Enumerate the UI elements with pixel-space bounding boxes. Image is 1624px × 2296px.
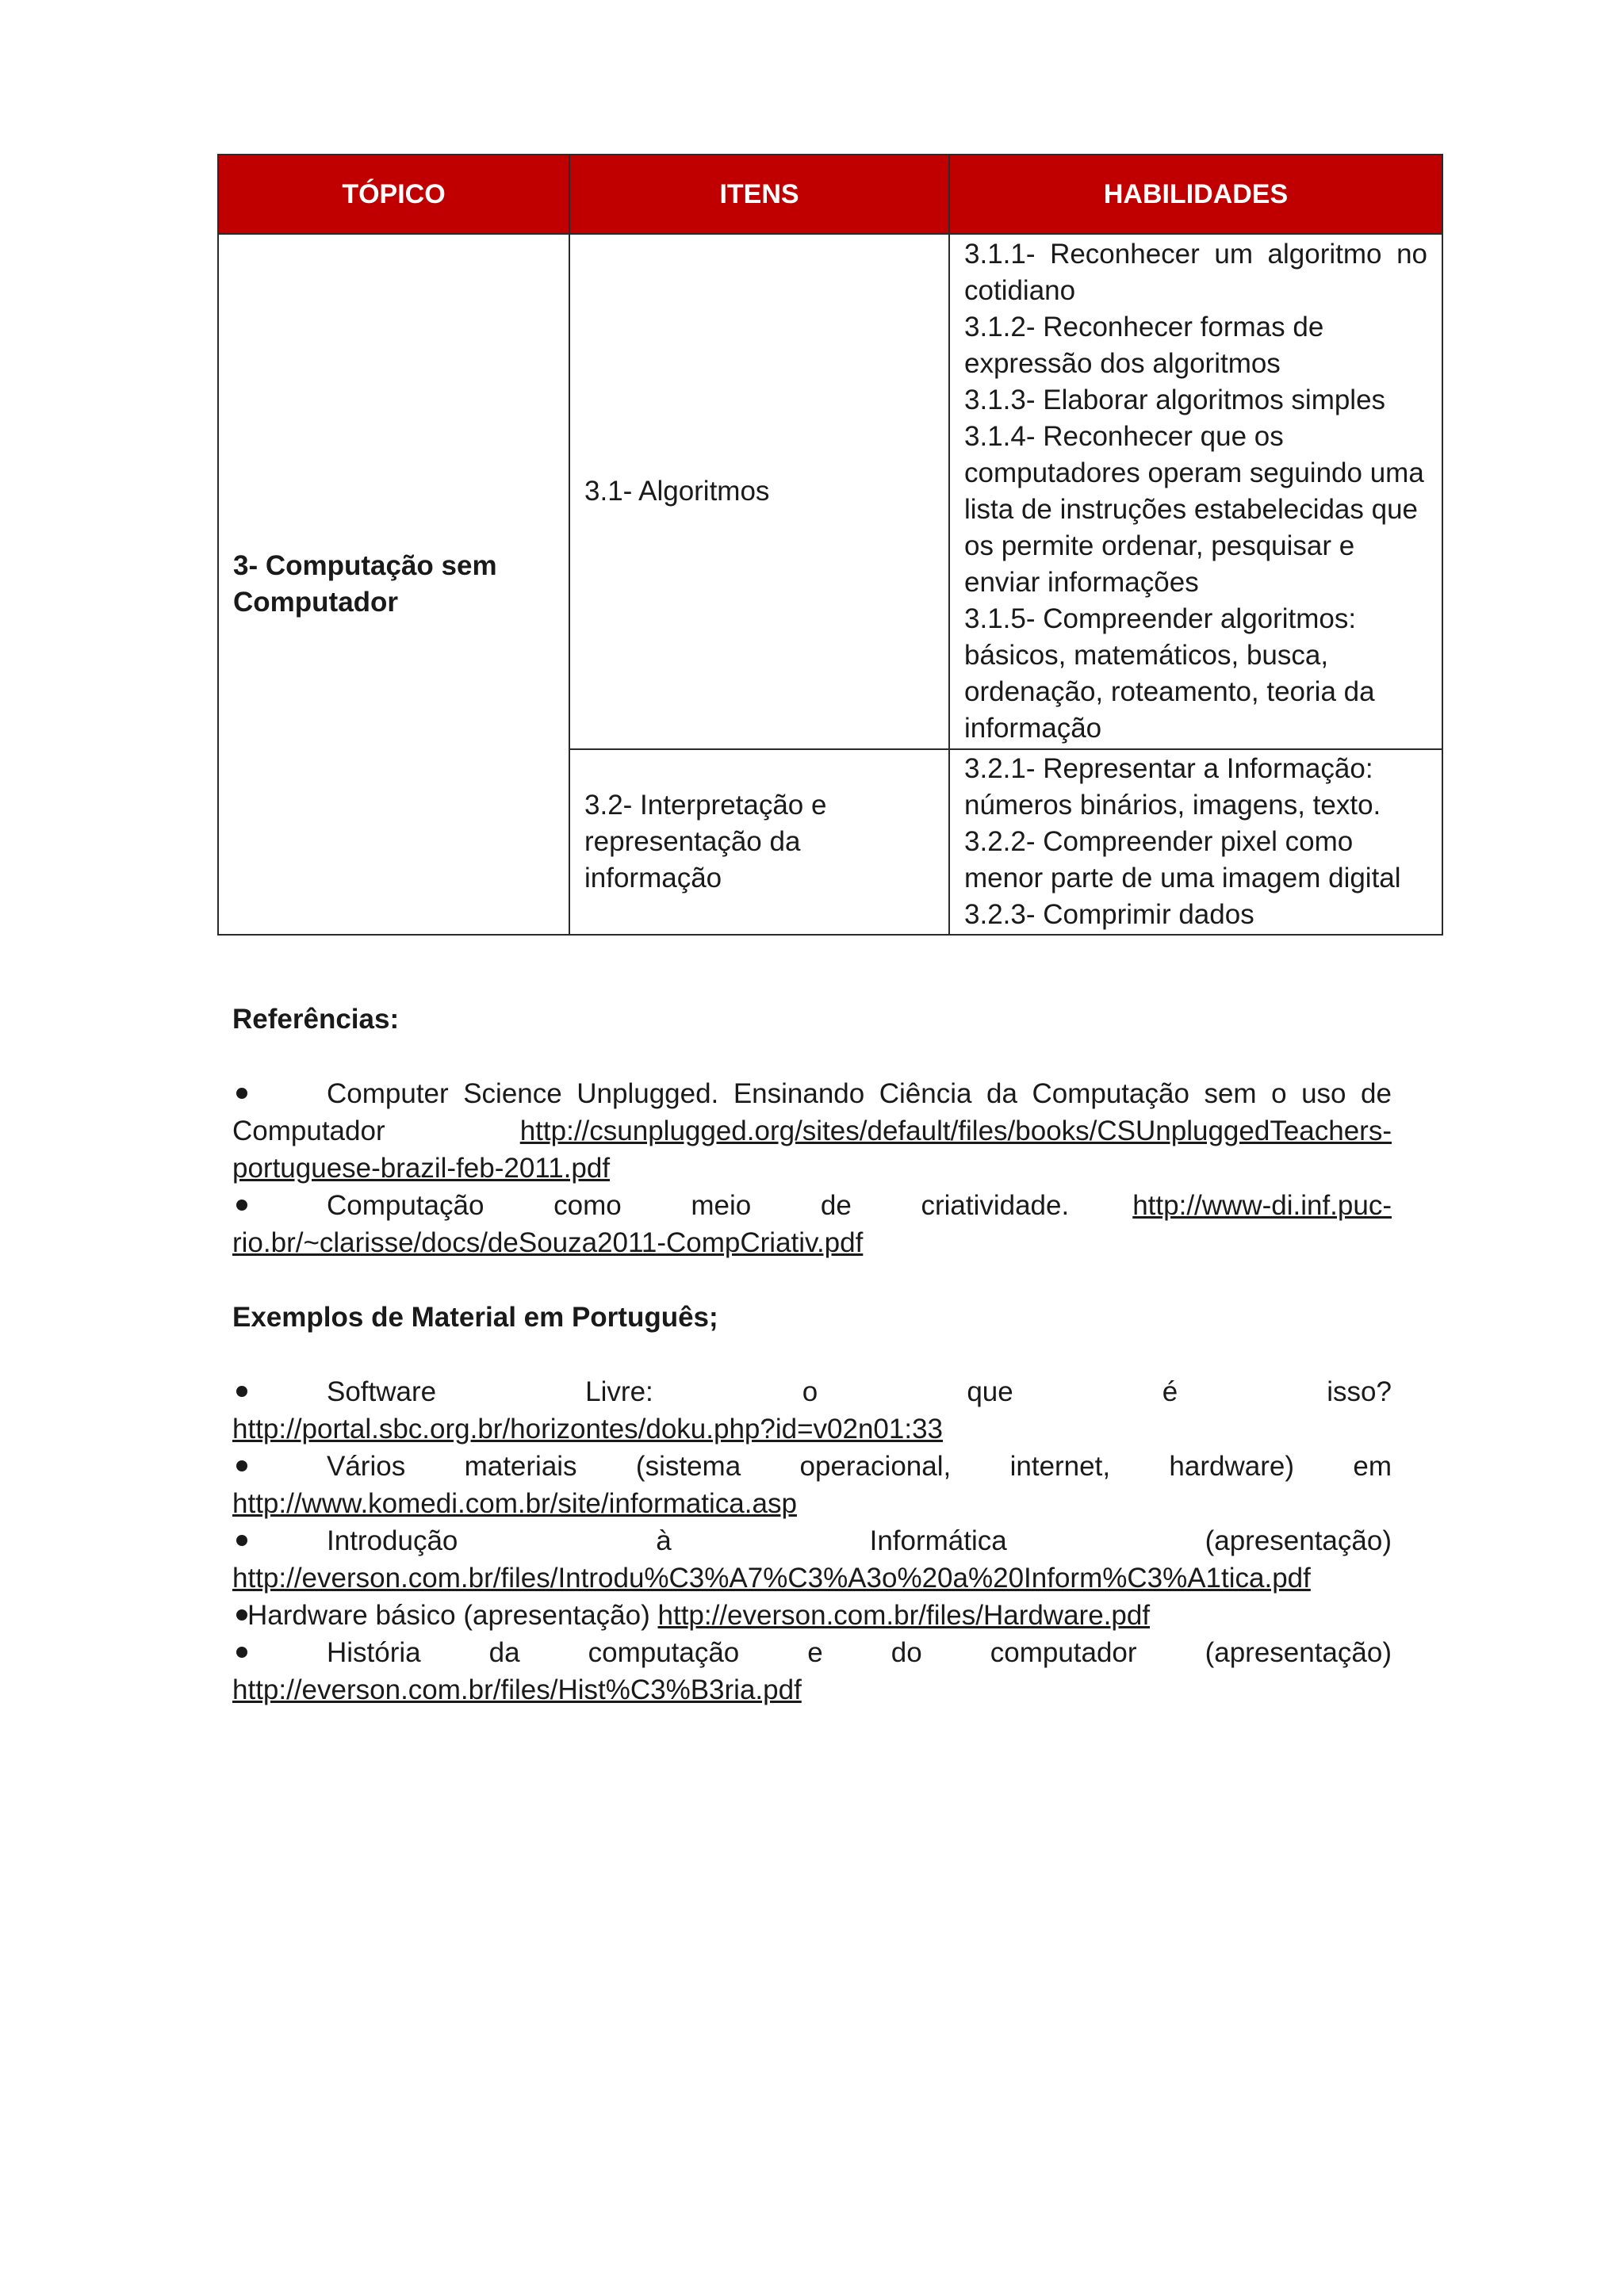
bullet-icon (232, 1634, 247, 1671)
reference-item (232, 1075, 1392, 1187)
reference-link[interactable]: portuguese-brazil-feb-2011.pdf (232, 1153, 611, 1184)
example-item (232, 1522, 1392, 1597)
reference-line (232, 1150, 1392, 1187)
skill-line: informação (964, 713, 1102, 744)
reference-line (232, 1075, 1392, 1112)
skill-line: básicos, matemáticos, busca, (964, 640, 1329, 671)
example-text: Introdução à Informática (apresentação) (327, 1525, 1392, 1556)
reference-line (232, 1112, 1392, 1150)
example-item (232, 1597, 1392, 1634)
skills-cell-algorithms (949, 234, 1442, 749)
reference-line (232, 1224, 1392, 1261)
skill-line: ordenação, roteamento, teoria da (964, 676, 1375, 707)
header-items: ITENS (569, 155, 949, 234)
header-topic: TÓPICO (218, 155, 569, 234)
skill-line: os permite ordenar, pesquisar e (964, 530, 1355, 561)
example-link[interactable]: http://portal.sbc.org.br/horizontes/doku.php?id=v02n01:33 (232, 1414, 944, 1445)
example-line (232, 1410, 1392, 1448)
bullet-icon (232, 1075, 247, 1112)
examples-heading: Exemplos de Material em Português; (232, 1302, 718, 1333)
skill-line: cotidiano (964, 275, 1076, 306)
references-heading: Referências: (232, 1004, 400, 1035)
examples-section (232, 1299, 1392, 1336)
skill-line: 3.1.3- Elaborar algoritmos simples (964, 385, 1386, 415)
example-link[interactable]: http://everson.com.br/files/Hist%C3%B3ria.pdf (232, 1674, 802, 1705)
skill-line: 3.2.2- Compreender pixel como (964, 826, 1354, 857)
skill-line: 3.1.5- Compreender algoritmos: (964, 603, 1357, 634)
reference-line (232, 1187, 1392, 1224)
skill-line: números binários, imagens, texto. (964, 790, 1381, 821)
skill-line: lista de instruções estabelecidas que (964, 494, 1419, 525)
item-label: representação da (584, 826, 801, 857)
skill-line: expressão dos algoritmos (964, 348, 1281, 379)
reference-text: Computador (232, 1115, 385, 1146)
bullet-icon (232, 1600, 247, 1631)
item-label: 3.2- Interpretação e (584, 790, 827, 821)
example-line (232, 1373, 1392, 1410)
bullet-icon (232, 1187, 247, 1224)
example-item (232, 1634, 1392, 1709)
example-link[interactable]: http://everson.com.br/files/Introdu%C3%A7%C3%A3o%20a%20Inform%C3%A1tica.pdf (232, 1563, 1311, 1594)
example-line (232, 1522, 1392, 1559)
skill-line: 3.1.4- Reconhecer que os (964, 421, 1284, 452)
topic-line: 3- Computação sem (233, 550, 497, 581)
reference-text: Computação como meio de criatividade. (327, 1190, 1070, 1221)
skills-table (217, 154, 1443, 936)
references-section (232, 1001, 1392, 1038)
skill-line: menor parte de uma imagem digital (964, 863, 1401, 894)
skill-line: 3.2.1- Representar a Informação: (964, 753, 1373, 784)
example-item (232, 1448, 1392, 1522)
example-text: Software Livre: o que é isso? (327, 1376, 1392, 1407)
example-link[interactable]: http://www.komedi.com.br/site/informatica.asp (232, 1488, 797, 1519)
reference-text: Computer Science Unplugged. Ensinando Ciência da Computação sem o uso de (327, 1078, 1392, 1109)
example-line (232, 1597, 1392, 1634)
example-line (232, 1559, 1392, 1597)
skill-line: enviar informações (964, 567, 1199, 598)
table-header-row (218, 155, 1442, 234)
example-link[interactable]: http://everson.com.br/files/Hardware.pdf (657, 1600, 1151, 1631)
reference-link[interactable]: http://www-di.inf.puc- (1132, 1190, 1392, 1221)
bullet-icon (232, 1522, 247, 1559)
skills-cell-interpretation (949, 749, 1442, 935)
item-label: informação (584, 863, 722, 894)
skill-line: computadores operam seguindo uma (964, 457, 1424, 488)
example-item (232, 1373, 1392, 1448)
skill-line: 3.1.2- Reconhecer formas de (964, 312, 1324, 342)
reference-link[interactable]: rio.br/~clarisse/docs/deSouza2011-CompCriativ.pdf (232, 1227, 864, 1258)
item-label: 3.1- Algoritmos (584, 476, 770, 507)
bullet-icon (232, 1373, 247, 1410)
example-text: Hardware básico (apresentação) (247, 1600, 650, 1631)
item-cell-algorithms (569, 234, 949, 749)
example-line (232, 1485, 1392, 1522)
example-text: História da computação e do computador (apresentação) (327, 1637, 1392, 1668)
example-line (232, 1448, 1392, 1485)
topic-cell (218, 234, 569, 935)
example-text: Vários materiais (sistema operacional, internet, hardware) em (327, 1451, 1392, 1482)
bullet-icon (232, 1448, 247, 1485)
header-skills: HABILIDADES (949, 155, 1442, 234)
skill-line: 3.1.1- Reconhecer um algoritmo no (964, 239, 1427, 270)
example-line (232, 1671, 1392, 1709)
reference-item (232, 1187, 1392, 1261)
skill-line: 3.2.3- Comprimir dados (964, 899, 1254, 930)
table-row (218, 234, 1442, 749)
example-line (232, 1634, 1392, 1671)
topic-line: Computador (233, 587, 399, 618)
reference-link[interactable]: http://csunplugged.org/sites/default/files/books/CSUnpluggedTeachers- (519, 1115, 1392, 1146)
item-cell-interpretation (569, 749, 949, 935)
